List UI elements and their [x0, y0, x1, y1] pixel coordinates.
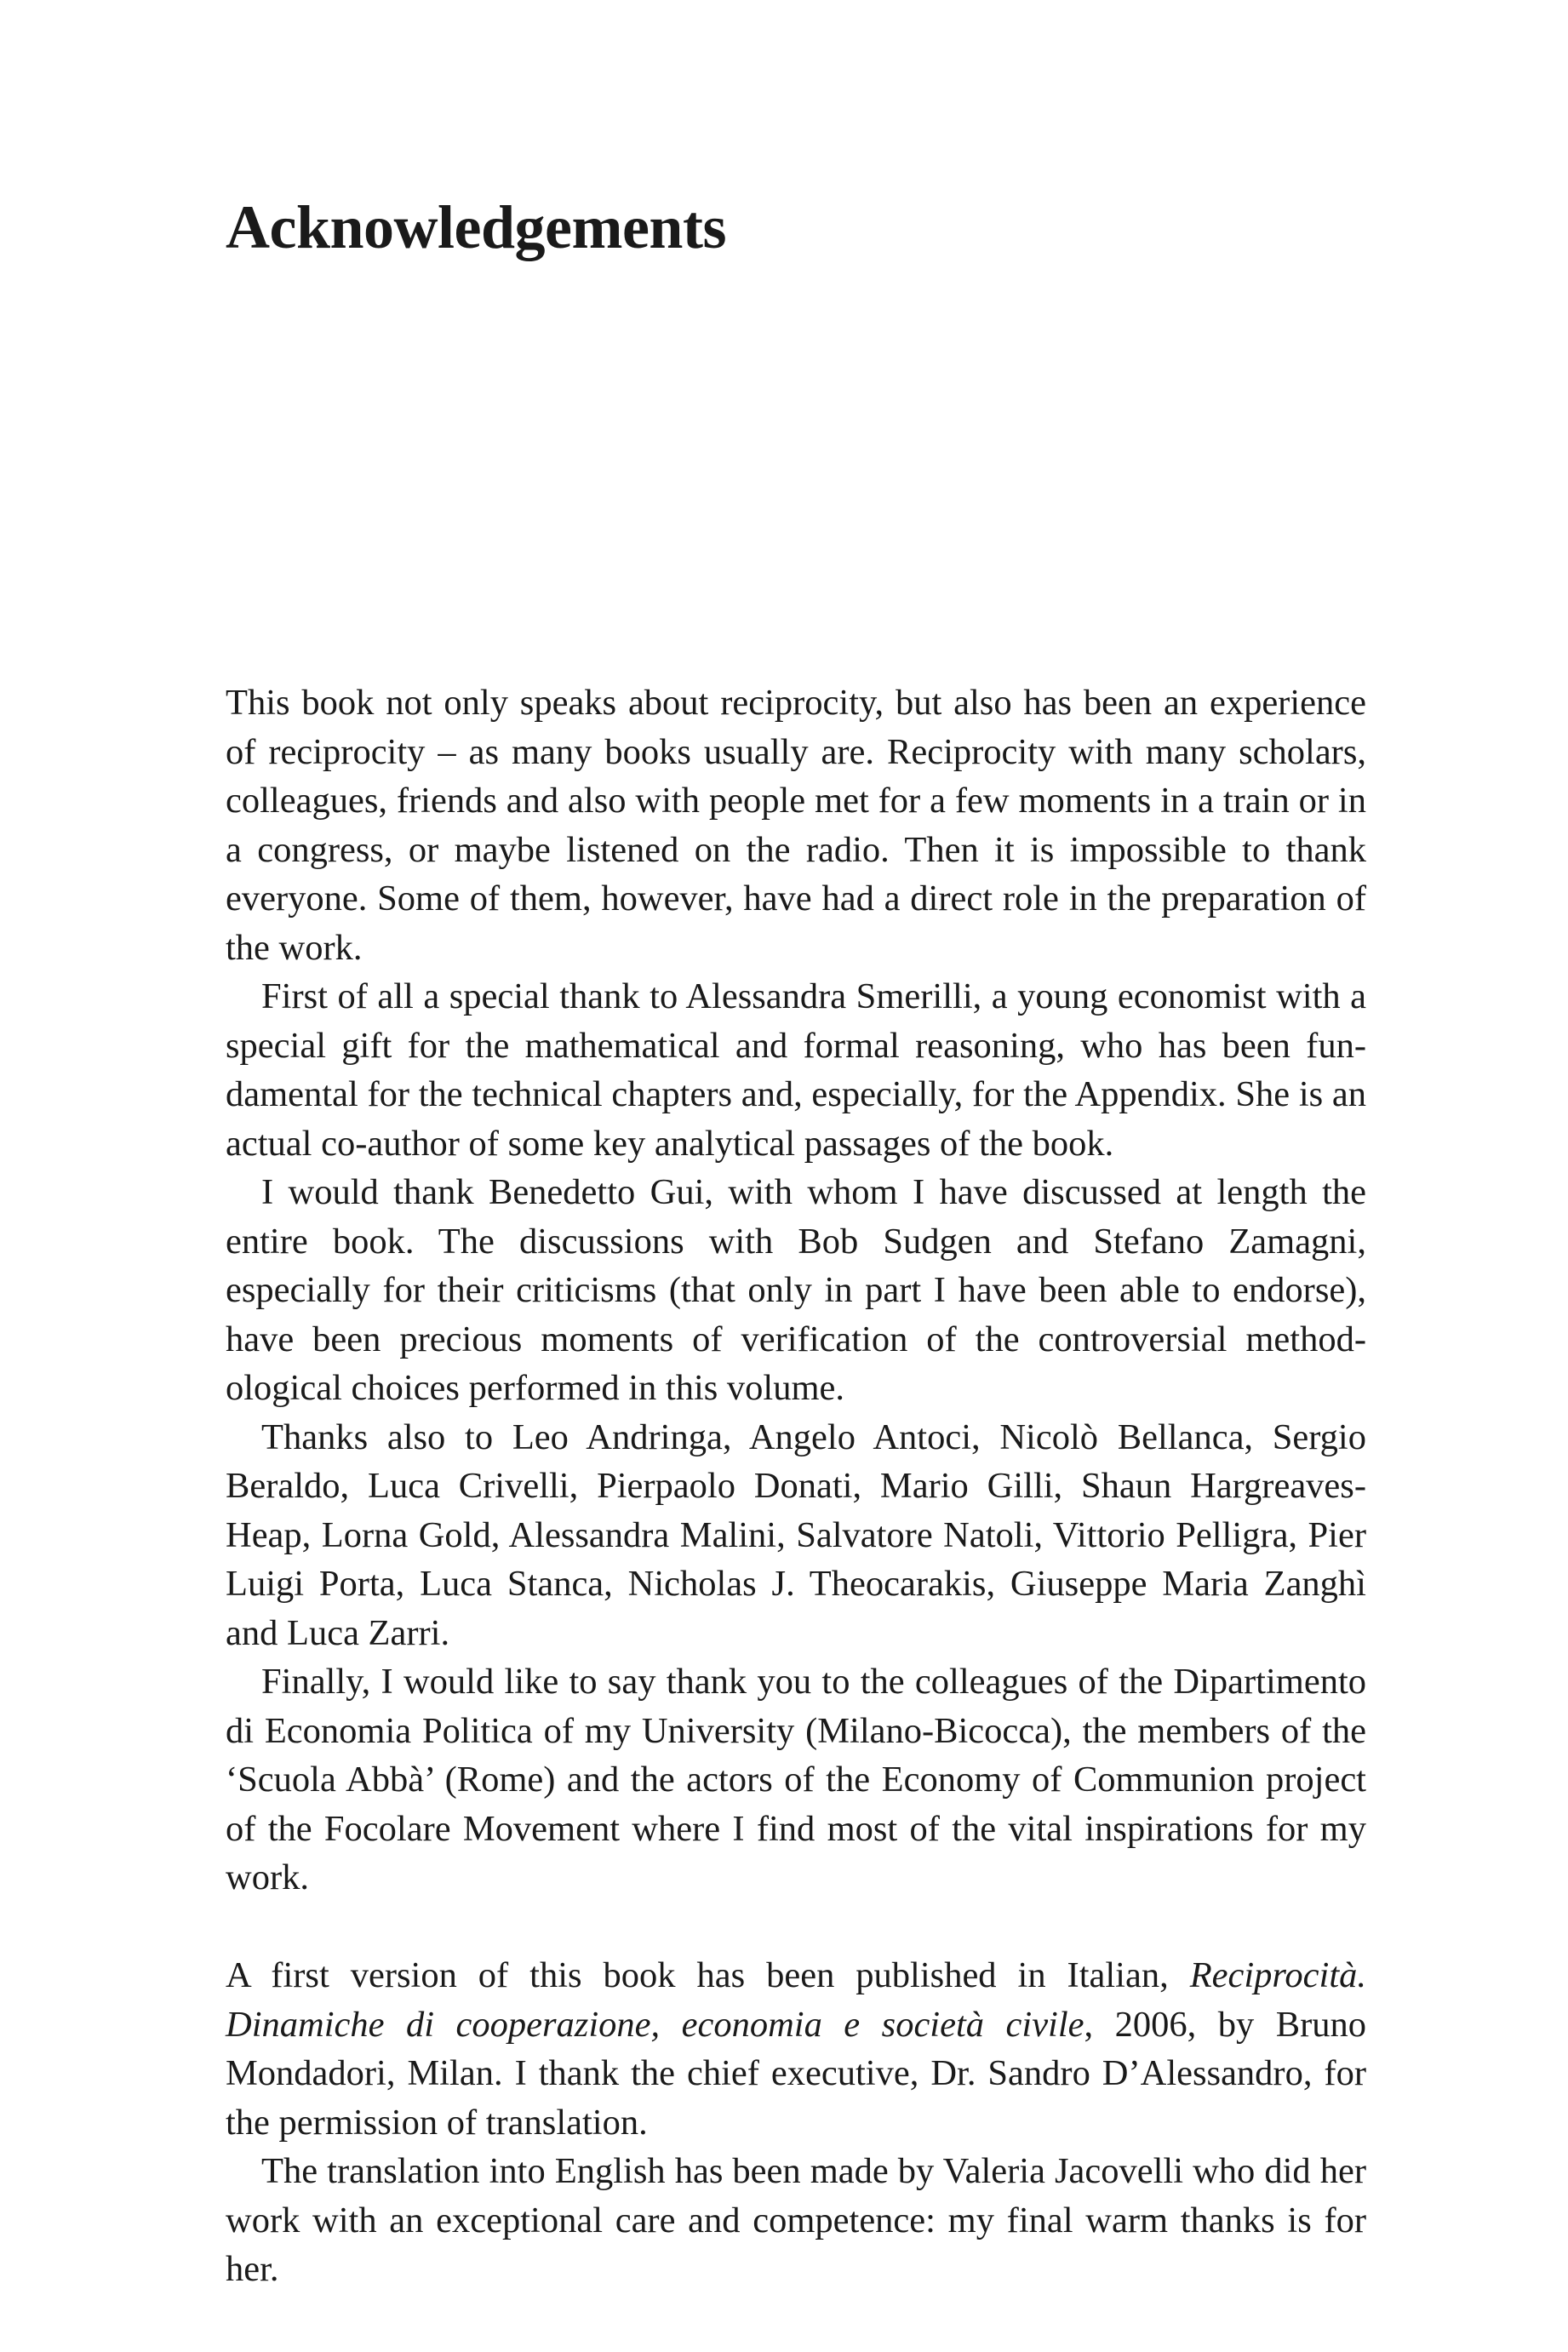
paragraph-thanks-list: Thanks also to Leo Andringa, Angelo Antoci, Nicolò Bellanca, Sergio Beraldo, Luca Crivelli, Pierpaolo Donati, Mario Gilli, Shaun Hargreaves-Heap, Lorna Gold, Alessandra Malini, Salvatore Natoli, Vittorio Pelligra, Pier Luigi Porta, Luca Stanca, Nicholas J. Theocarakis, Giuseppe Maria Zanghì and Luca Zarri. — [226, 1416, 1366, 1653]
paragraph-gui: I would thank Benedetto Gui, with whom I have discussed at length the entire book. The discussions with Bob Sudgen and Stefano Zamagni, especially for their criticisms (that only in part I have been able to endorse), have been precious moments of verification of the controversial methodological choices performed in this volume. — [226, 1172, 1366, 1408]
paragraph-translator: The translation into English has been made by Valeria Jacovelli who did her work with an exceptional care and competence: my final warm thanks is for her. — [226, 2151, 1366, 2289]
page-title: Acknowledgements — [226, 193, 726, 261]
italian-book-title: Reciprocità. Dinamiche di cooperazione, economia e società civile — [226, 1955, 1366, 2045]
paragraph-intro: This book not only speaks about reciprocity, but also has been an experience of reciprocity – as many books usually are. Reciprocity with many scholars, colleagues, friends and also with people met for a few moments in a train or in a congress, or maybe listened on the radio. Then it is impossible to thank everyone. Some of them, however, have had a direct role in the preparation of the work. — [226, 683, 1366, 968]
paragraph-translation-note — [226, 1951, 1366, 2147]
translation-note-intro: A first version of this book has been published in Italian, — [226, 1955, 1190, 1995]
paragraph-colleagues: Finally, I would like to say thank you to the colleagues of the Dipartimento di Economia Politica of my University (Milano-Bicocca), the members of the ‘Scuola Abbà’ (Rome) and the actors of the Economy of Communion project of the Focolare Movement where I find most of the vital inspirations for my work. — [226, 1662, 1366, 1897]
paragraph-smerilli: First of all a special thank to Alessandra Smerilli, a young economist with a special gift for the mathematical and formal reasoning, who has been fundamental for the technical chapters and, especially, for the Appendix. She is an actual co-author of some key analytical passages of the book. — [226, 976, 1366, 1164]
acknowledgements-body — [226, 678, 1366, 2294]
translation-note-rest: , 2006, by Bruno Mondadori, Milan. I thank the chief executive, Dr. Sandro D’Alessandro, for the permission of translation. — [226, 2004, 1367, 2143]
